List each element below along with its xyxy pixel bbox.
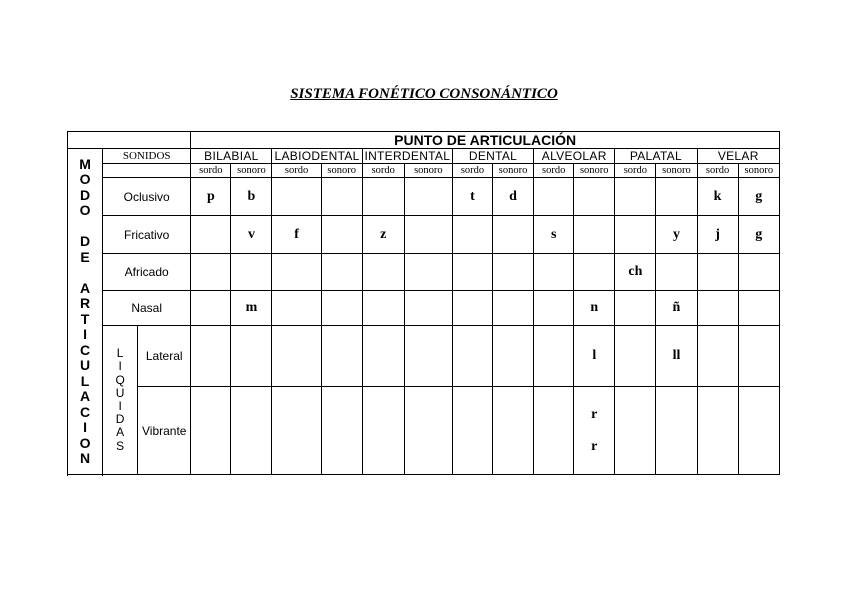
phoneme-cell: s [534, 216, 574, 254]
phoneme-cell [272, 254, 321, 291]
phoneme-cell: p [191, 178, 231, 216]
modo-letter: I [83, 419, 87, 435]
modo-letter [83, 219, 87, 235]
phoneme-cell [321, 178, 362, 216]
consonant-table [67, 131, 780, 475]
phoneme-cell [534, 291, 574, 326]
phoneme-cell [321, 291, 362, 326]
phoneme-cell [697, 326, 738, 387]
phoneme-cell [362, 254, 404, 291]
phoneme-cell [615, 178, 656, 216]
phoneme-cell [272, 387, 321, 475]
phoneme-cell [697, 291, 738, 326]
phoneme-cell [191, 387, 231, 475]
liquidas-letter: D [115, 412, 125, 427]
phoneme-cell [738, 387, 779, 475]
manner-fricativo: Fricativo [103, 216, 191, 254]
phoneme-cell: ll [656, 326, 697, 387]
manner-oclusivo: Oclusivo [103, 178, 191, 216]
phoneme-cell [738, 326, 779, 387]
phoneme-cell: z [362, 216, 404, 254]
voicing-blank [103, 164, 191, 178]
phoneme-cell [362, 178, 404, 216]
phoneme-cell: ñ [656, 291, 697, 326]
liquidas-letter: I [118, 359, 122, 374]
phoneme-cell: n [574, 291, 615, 326]
phoneme-cell [738, 291, 779, 326]
phoneme-cell [321, 254, 362, 291]
phoneme-cell [362, 387, 404, 475]
modo-letter: A [79, 388, 91, 404]
place-palatal: PALATAL [615, 149, 697, 164]
phoneme-cell [404, 216, 452, 254]
phoneme-cell [231, 254, 272, 291]
voicing-sordo: sordo [452, 164, 492, 178]
phoneme-cell: g [738, 216, 779, 254]
phoneme-cell: j [697, 216, 738, 254]
phoneme-cell [191, 254, 231, 291]
voicing-sonoro: sonoro [321, 164, 362, 178]
liquidas-letter: A [116, 425, 125, 440]
liquidas-letter: L [116, 346, 124, 361]
phoneme-cell: g [738, 178, 779, 216]
phoneme-cell: m [231, 291, 272, 326]
phoneme-cell [272, 326, 321, 387]
phoneme-cell [404, 326, 452, 387]
phoneme-cell [738, 254, 779, 291]
modo-letter: O [79, 202, 91, 218]
phoneme-cell: t [452, 178, 492, 216]
modo-letter: R [79, 295, 91, 311]
phoneme-cell: y [656, 216, 697, 254]
phoneme-cell [191, 291, 231, 326]
phoneme-cell [656, 178, 697, 216]
phoneme-cell [697, 254, 738, 291]
phoneme-cell [574, 216, 615, 254]
phoneme-cell [231, 387, 272, 475]
phoneme-cell: ch [615, 254, 656, 291]
modo-letter: C [79, 341, 91, 358]
phoneme-cell [493, 216, 534, 254]
voicing-sordo: sordo [534, 164, 574, 178]
phoneme-cell [404, 387, 452, 475]
modo-letter: M [79, 155, 91, 172]
phoneme-cell [534, 387, 574, 475]
phoneme-cell: b [231, 178, 272, 216]
phoneme-cell [362, 291, 404, 326]
phoneme-cell [452, 291, 492, 326]
phoneme-r-vibrante: r [591, 406, 598, 422]
phoneme-cell: v [231, 216, 272, 254]
phoneme-cell [574, 178, 615, 216]
phoneme-cell [321, 216, 362, 254]
sonidos-header: SONIDOS [103, 149, 191, 164]
place-dental: DENTAL [452, 149, 533, 164]
modo-letter: D [79, 233, 91, 249]
phoneme-rr-vibrante: r [591, 438, 598, 454]
voicing-sordo: sordo [191, 164, 231, 178]
liquidas-letter: S [116, 438, 125, 453]
modo-letter: U [79, 357, 91, 373]
phoneme-cell [231, 326, 272, 387]
phoneme-cell [534, 326, 574, 387]
phoneme-cell [404, 178, 452, 216]
place-interdental: INTERDENTAL [362, 149, 452, 164]
phoneme-cell [191, 216, 231, 254]
modo-letter: T [80, 310, 90, 327]
voicing-sonoro: sonoro [231, 164, 272, 178]
place-labiodental: LABIODENTAL [272, 149, 362, 164]
phoneme-cell [362, 326, 404, 387]
voicing-sonoro: sonoro [493, 164, 534, 178]
phoneme-cell: l [574, 326, 615, 387]
voicing-sordo: sordo [697, 164, 738, 178]
manner-africado: Africado [103, 254, 191, 291]
phoneme-cell [404, 254, 452, 291]
phoneme-cell [534, 178, 574, 216]
phoneme-cell [574, 254, 615, 291]
phoneme-cell [493, 326, 534, 387]
phoneme-cell [404, 291, 452, 326]
phoneme-cell [615, 291, 656, 326]
punto-articulacion-header: PUNTO DE ARTICULACIÓN [191, 132, 780, 149]
modo-letter: I [83, 326, 87, 342]
place-bilabial: BILABIAL [191, 149, 272, 164]
modo-letter: E [80, 248, 90, 265]
phoneme-cell [615, 326, 656, 387]
modo-letter: D [79, 186, 91, 203]
phoneme-cell [493, 387, 534, 475]
voicing-sonoro: sonoro [738, 164, 779, 178]
voicing-sordo: sordo [272, 164, 321, 178]
modo-letter: C [79, 403, 91, 420]
phoneme-cell [615, 216, 656, 254]
voicing-sonoro: sonoro [404, 164, 452, 178]
manner-nasal: Nasal [103, 291, 191, 326]
place-alveolar: ALVEOLAR [534, 149, 615, 164]
phoneme-cell [452, 387, 492, 475]
phoneme-cell [321, 326, 362, 387]
phoneme-cell: f [272, 216, 321, 254]
phoneme-cell [191, 326, 231, 387]
voicing-sonoro: sonoro [574, 164, 615, 178]
page-title: SISTEMA FONÉTICO CONSONÁNTICO [290, 86, 558, 102]
phoneme-cell [697, 387, 738, 475]
voicing-sonoro: sonoro [656, 164, 697, 178]
phoneme-cell [272, 178, 321, 216]
phoneme-cell [493, 291, 534, 326]
phoneme-cell [574, 387, 615, 475]
phoneme-cell [452, 254, 492, 291]
header-blank [68, 132, 191, 149]
phoneme-cell [321, 387, 362, 475]
phoneme-cell [534, 254, 574, 291]
modo-letter: O [79, 434, 91, 451]
phoneme-cell [656, 387, 697, 475]
voicing-sordo: sordo [362, 164, 404, 178]
phoneme-cell [272, 291, 321, 326]
modo-letter: A [79, 279, 91, 296]
phoneme-cell [615, 387, 656, 475]
modo-articulacion-label [68, 149, 103, 475]
modo-letter: L [80, 372, 90, 389]
modo-letter [83, 265, 87, 281]
manner-lateral: Lateral [138, 326, 191, 387]
liquidas-letter: Q [115, 372, 125, 387]
liquidas-letter: I [118, 399, 122, 413]
place-velar: VELAR [697, 149, 780, 164]
phoneme-cell: k [697, 178, 738, 216]
phoneme-cell [452, 216, 492, 254]
voicing-sordo: sordo [615, 164, 656, 178]
liquidas-label [103, 326, 138, 475]
phoneme-cell [452, 326, 492, 387]
manner-vibrante: Vibrante [138, 387, 191, 475]
phoneme-cell [493, 254, 534, 291]
modo-letter: N [79, 450, 91, 466]
liquidas-letter: U [115, 385, 125, 400]
phoneme-cell: d [493, 178, 534, 216]
modo-letter: O [79, 171, 91, 187]
phoneme-cell [656, 254, 697, 291]
